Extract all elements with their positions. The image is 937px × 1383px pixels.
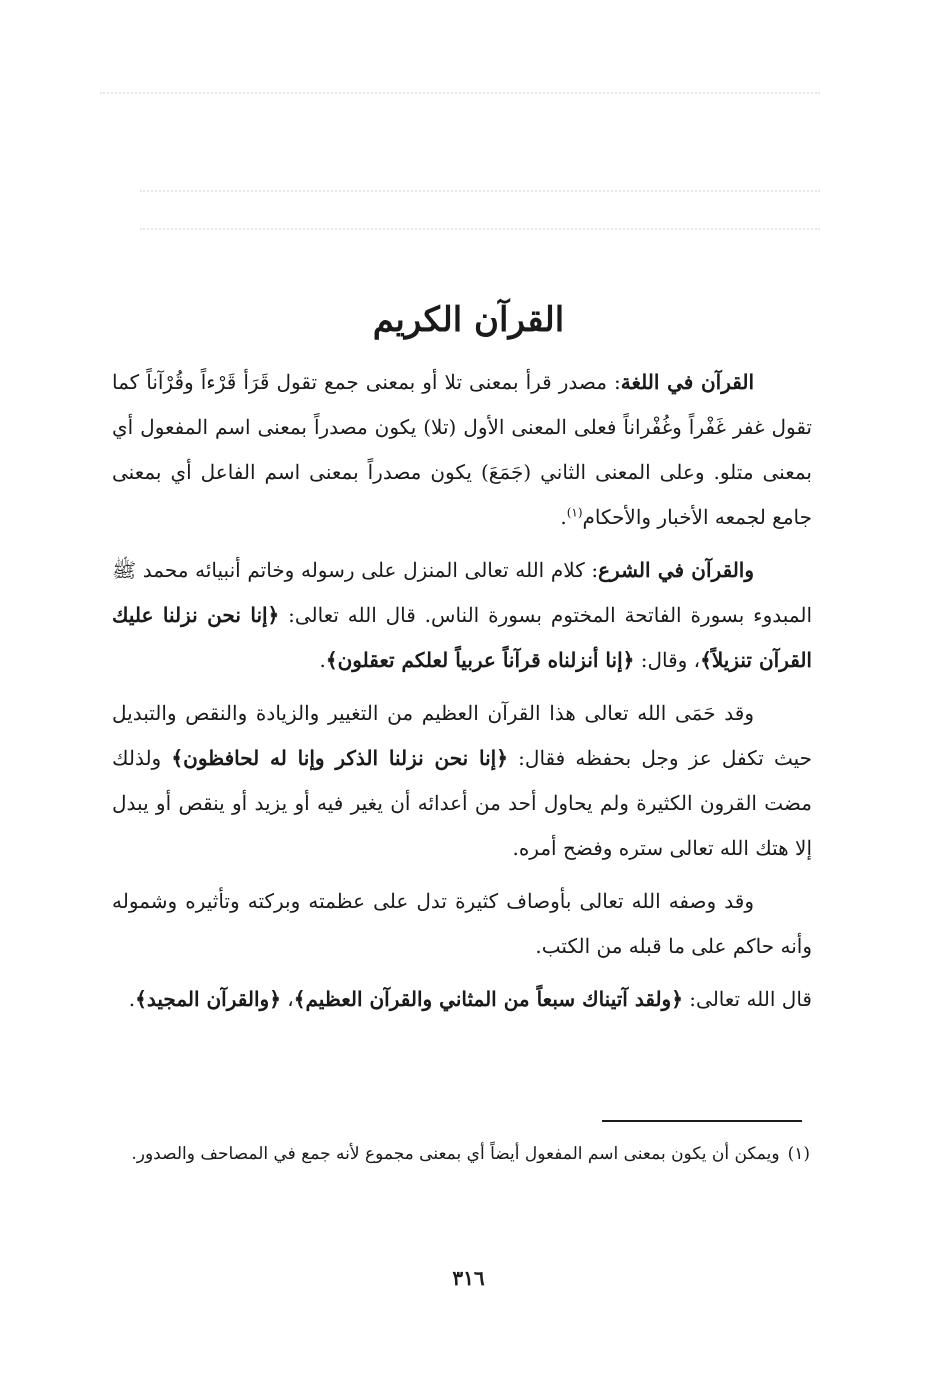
paragraph-quran-language: القرآن في اللغة: مصدر قرأ بمعنى تلا أو بمعنى جمع تقول قَرَأ قَرْءاً وقُرْآناً كما تقول غفر غَفْراً وغُفْراناً فعلى المعنى الأول (تلا) يكون مصدراً بمعنى اسم المفعول أي بمعنى متلو. وعلى المعنى الثاني (جَمَعَ) يكون مصدراً بمعنى اسم الفاعل أي بمعنى جامع لجمعه الأخبار والأحكام$^{(١)}$. [112, 370, 812, 529]
verse-quote: ﴿إنا نحن نزلنا عليك القرآن تنزيلاً﴾ [112, 603, 812, 672]
bleed-through-line [100, 92, 820, 94]
paragraph-verses: قال الله تعالى: ﴿ولقد آتيناك سبعاً من المثاني والقرآن العظيم﴾، ﴿والقرآن المجيد﴾. [128, 987, 812, 1011]
verse-quote: ﴿إنا أنزلناه قرآناً عربياً لعلكم تعقلون﴾ [325, 648, 635, 672]
verse-quote: ﴿إنا نحن نزلنا الذكر وإنا له لحافظون﴾ [171, 746, 508, 770]
term-quran-language: القرآن في اللغة [620, 370, 754, 394]
bleed-through-line [140, 228, 820, 230]
paragraph-description: وقد وصفه الله تعالى بأوصاف كثيرة تدل على عظمته وبركته وتأثيره وشموله وأنه حاكم على ما قبله من الكتب. [112, 889, 812, 958]
paragraph-quran-sharia: والقرآن في الشرع: كلام الله تعالى المنزل على رسوله وخاتم أنبيائه محمد ﷺ المبدوء بسورة الفاتحة المختوم بسورة الناس. قال الله تعالى: ﴿إنا نحن نزلنا عليك القرآن تنزيلاً﴾، وقال: ﴿إنا أنزلناه قرآناً عربياً لعلكم تعقلون﴾. [112, 558, 812, 672]
main-text [112, 360, 812, 1030]
footnote-separator [602, 1120, 802, 1122]
verse-quote: ﴿ولقد آتيناك سبعاً من المثاني والقرآن العظيم﴾ [293, 987, 683, 1011]
footnote-text: ويمكن أن يكون بمعنى اسم المفعول أيضاً أي بمعنى مجموع لأنه جمع في المصاحف والصدور. [131, 1144, 780, 1164]
term-quran-sharia: والقرآن في الشرع [598, 558, 755, 582]
footnote-mark: (١) [787, 1144, 810, 1164]
bleed-through-line [140, 190, 820, 192]
page-title: القرآن الكريم [372, 300, 565, 340]
page-number: ٣١٦ [452, 1266, 485, 1290]
footnote-reference[interactable]: (١) [566, 505, 583, 520]
verse-quote: ﴿والقرآن المجيد﴾ [135, 987, 281, 1011]
footnote [120, 1138, 810, 1170]
paragraph-preservation: وقد حَمَى الله تعالى هذا القرآن العظيم من التغيير والزيادة والنقص والتبديل حيث تكفل عز وجل بحفظه فقال: ﴿إنا نحن نزلنا الذكر وإنا له لحافظون﴾ ولذلك مضت القرون الكثيرة ولم يحاول أحد من أعدائه أن يغير فيه أو يزيد أو ينقص أو يبدل إلا هتك الله تعالى ستره وفضح أمره. [112, 701, 813, 860]
